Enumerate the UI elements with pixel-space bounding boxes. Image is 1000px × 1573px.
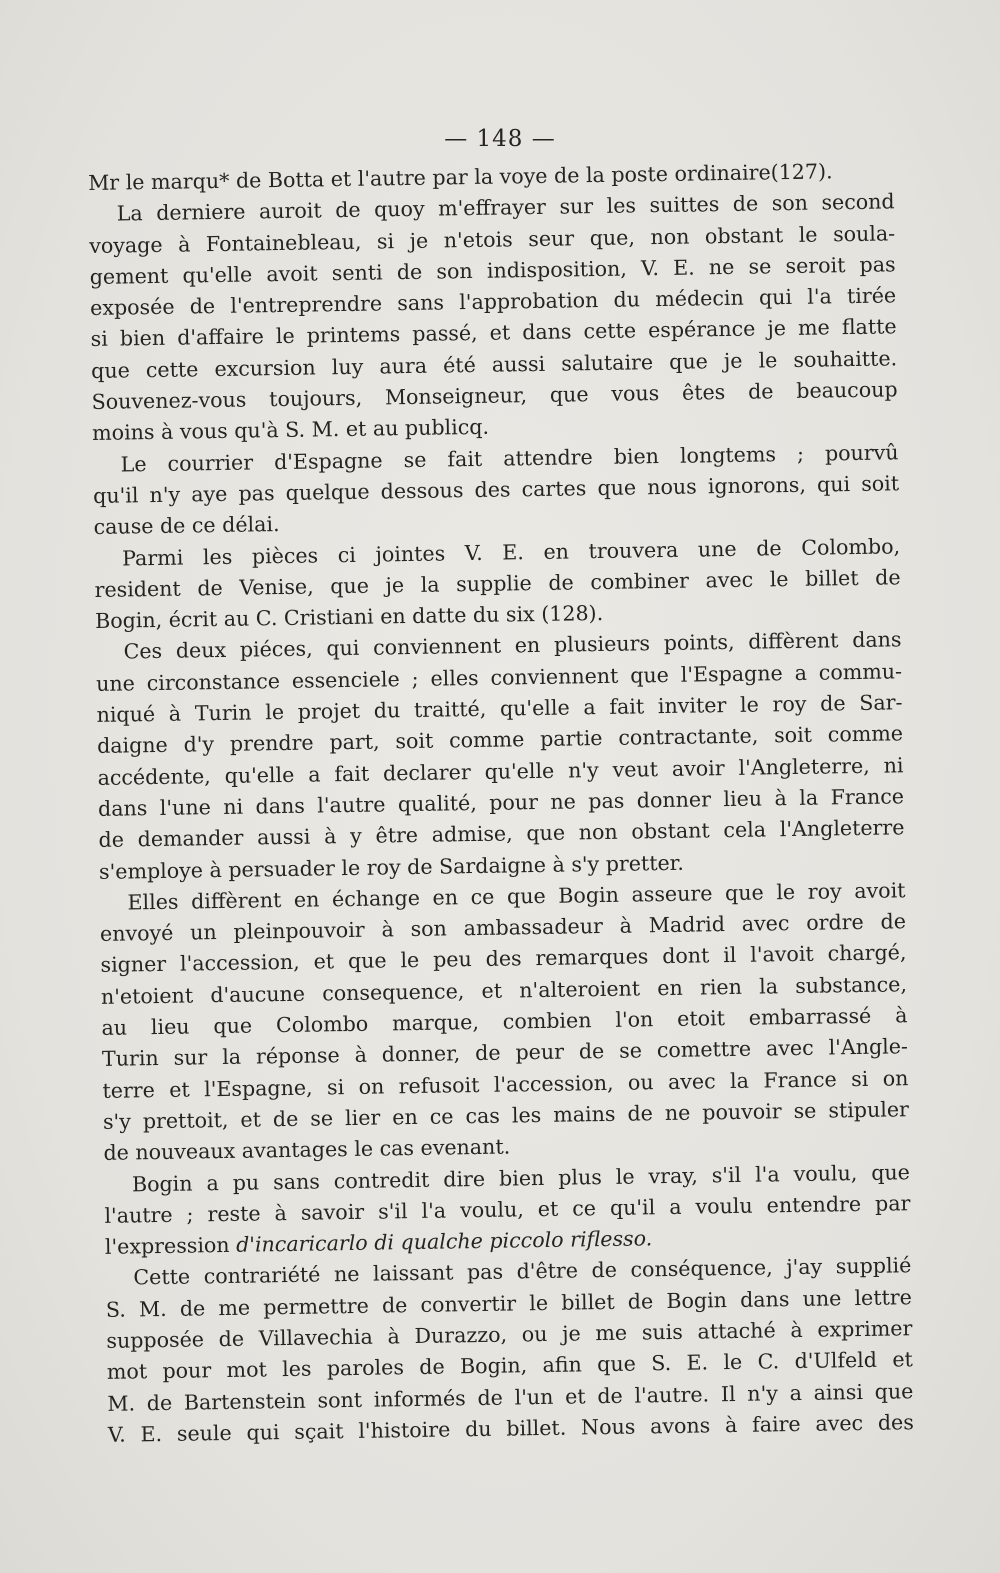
italic-quote: d'incaricarlo di qualche piccolo riflesso. <box>235 1226 653 1257</box>
text-line-content: gement qu'elle avoit senti de son indisposition, V. E. ne se seroit pas <box>89 252 896 289</box>
text-line-content: La derniere auroit de quoy m'effrayer sur les suittes de son second <box>116 189 895 226</box>
text-line-content: de nouveaux avantages le cas evenant. <box>103 1134 511 1166</box>
text-line-content: supposée de Villavechia à Durazzo, ou je me suis attaché à exprimer <box>106 1316 913 1353</box>
body-text <box>88 155 914 1451</box>
text-line-content: Elles diffèrent en échange en ce que Bogin asseure que le roy avoit <box>127 878 906 915</box>
text-line-content: S. M. de me permettre de convertir le billet de Bogin dans une lettre <box>105 1284 913 1322</box>
text-line-content: Souvenez-vous toujours, Monseigneur, que vous êtes de beaucoup <box>91 377 898 415</box>
text-line-content: niqué à Turin le projet du traitté, qu'elle a fait inviter le roy de Sar- <box>96 690 903 727</box>
text-line-content: Parmi les pièces ci jointes V. E. en trouvera une de Colombo, <box>121 533 901 571</box>
text-line-content: cause de ce délai. <box>93 512 280 540</box>
text-line-content: exposée de l'entreprendre sans l'approbation du médecin qui l'a tirée <box>90 283 897 321</box>
text-line-content: moins à vous qu'à S. M. et au publicq. <box>91 415 490 446</box>
text-line-content: Ces deux piéces, qui conviennent en plusieurs points, diffèrent dans <box>123 627 902 664</box>
text-line-content: que cette excursion luy aura été aussi salutaire que je le souhaitte. <box>90 346 898 383</box>
text-line-content: resident de Venise, que je la supplie de combiner avec le billet de <box>94 565 901 602</box>
text-line-content: s'y prettoit, et de se lier en ce cas les mains de ne pouvoir se stipuler <box>102 1097 910 1134</box>
text-line-content: Bogin, écrit au C. Cristiani en datte du six (128). <box>94 601 604 634</box>
text-line-content: mot pour mot les paroles de Bogin, afin que S. E. le C. d'Ulfeld et <box>106 1347 914 1385</box>
text-line-content: de demander aussi à y être admise, que non obstant cela l'Angleterre <box>98 815 905 853</box>
text-line-content: envoyé un pleinpouvoir à son ambassadeur à Madrid avec ordre de <box>99 909 907 947</box>
text-line-content: au lieu que Colombo marque, combien l'on etoit embarrassé à <box>101 1003 908 1040</box>
text-line-content: n'etoient d'aucune consequence, et n'alteroient en rien la substance, <box>100 971 908 1009</box>
text-line-content: dans l'une ni dans l'autre qualité, pour ne pas donner lieu à la France <box>97 784 905 821</box>
text-line-content: Bogin a pu sans contredit dire bien plus le vray, s'il l'a voulu, que <box>131 1159 911 1196</box>
text-line-content: accédente, qu'elle a fait declarer qu'elle n'y veut avoir l'Angleterre, ni <box>97 752 904 790</box>
text-line-content: Mr le marqu* de Botta et l'autre par la voye de la poste ordinaire(127). <box>88 159 833 195</box>
text-line-content: signer l'accession, et que le peu des remarques dont il l'avoit chargé, <box>100 940 907 978</box>
text-line-content: daigne d'y prendre part, soit comme partie contractante, soit comme <box>96 721 904 759</box>
text-line-content: une circonstance essenciele ; elles conviennent que l'Espagne a commu- <box>95 659 903 696</box>
text-line-content: Cette contrariété ne laissant pas d'être de conséquence, j'ay supplié <box>133 1253 912 1290</box>
text-line-content: qu'il n'y aye pas quelque dessous des cartes que nous ignorons, qui soit <box>92 471 900 508</box>
text-line-content: s'employe à persuader le roy de Sardaigne à s'y pretter. <box>98 850 684 884</box>
text-line-content: voyage à Fontainebleau, si je n'etois seur que, non obstant le soula- <box>89 220 896 258</box>
text-line-content: l'expression <box>104 1233 230 1259</box>
text-line-content: l'autre ; reste à savoir s'il l'a voulu, et ce qu'il a voulu entendre par <box>104 1191 911 1228</box>
text-line-content: si bien d'affaire le printems passé, et dans cette espérance je me flatte <box>90 314 897 352</box>
page-number: — 148 — <box>444 126 556 152</box>
text-line-content: Turin sur la réponse à donner, de peur de se comettre avec l'Angle- <box>101 1034 909 1072</box>
text-line-content: M. de Bartenstein sont informés de l'un et de l'autre. Il n'y a ainsi que <box>107 1378 914 1416</box>
text-line-content: terre et l'Espagne, si on refusoit l'accession, ou avec la France si on <box>102 1065 909 1103</box>
text-line-content: Le courrier d'Espagne se fait attendre bien longtems ; pourvû <box>120 439 899 477</box>
text-line-content: V. E. seule qui sçait l'histoire du billet. Nous avons à faire avec des <box>107 1410 914 1447</box>
